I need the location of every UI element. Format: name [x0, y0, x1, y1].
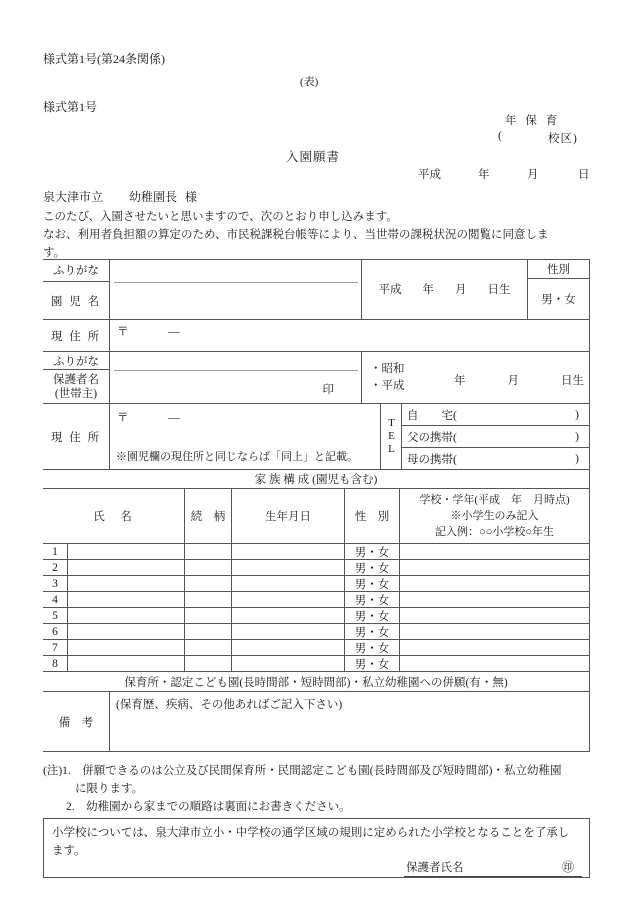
- guardian-birth-day: 日生: [561, 375, 584, 387]
- consent-line-1: 小学校については、泉大津市立小・中学校の通学区域の規則に定められた小学校となることを了承し: [52, 827, 570, 839]
- family-relation-cell[interactable]: [185, 624, 232, 640]
- front-side-marker: (表): [300, 76, 319, 88]
- family-gender-cell[interactable]: [345, 640, 400, 656]
- family-header-school: [400, 489, 590, 544]
- child-name-input[interactable]: [110, 259, 362, 320]
- intro-line-1: このたび、入園させたいと思いますので、次のとおり申し込みます。: [43, 211, 398, 223]
- family-name-cell[interactable]: [68, 576, 185, 592]
- family-birthdate-cell[interactable]: [232, 560, 345, 576]
- guardian-seal-mark: 印: [322, 384, 334, 396]
- guardian-furigana-label-text: ふりがな: [53, 355, 99, 368]
- family-header-birthdate-text: 生年月日: [265, 511, 311, 523]
- family-name-cell[interactable]: [68, 656, 185, 672]
- guardian-furigana-label: [43, 352, 110, 370]
- consent-signature-line[interactable]: [404, 876, 582, 877]
- guardian-era-heisei: ・平成: [370, 379, 405, 392]
- family-birthdate-cell[interactable]: [232, 624, 345, 640]
- intro-line-3: す。: [43, 247, 66, 259]
- form-number: 様式第1号: [43, 100, 98, 114]
- family-gender-cell-text: 男・女: [354, 578, 390, 591]
- child-furigana-label: [43, 259, 110, 282]
- family-gender-cell-text: 男・女: [354, 658, 390, 671]
- family-row-number: [43, 640, 68, 656]
- child-address-label-text: 現 住 所: [50, 330, 102, 343]
- family-row-number: [43, 624, 68, 640]
- addressee: [43, 188, 197, 205]
- consent-signature-label: 保護者氏名: [406, 862, 464, 874]
- family-gender-cell[interactable]: [345, 608, 400, 624]
- family-row-number: [43, 560, 68, 576]
- family-row-number-text: 8: [52, 657, 58, 670]
- addressee-honorific: 様: [185, 190, 198, 204]
- guardian-address-note: ※園児欄の現住所と同じならば「同上」と記載。: [116, 451, 358, 463]
- consent-box: [43, 818, 590, 878]
- family-birthdate-cell[interactable]: [232, 656, 345, 672]
- family-school-cell[interactable]: [400, 656, 590, 672]
- family-row-number-text: 1: [52, 545, 58, 558]
- guardian-era-showa: ・昭和: [370, 363, 405, 375]
- guardian-name-label-text: 保護者名: [53, 374, 99, 386]
- family-name-cell[interactable]: [68, 624, 185, 640]
- family-school-cell[interactable]: [400, 592, 590, 608]
- child-postal-dash: —: [168, 326, 180, 338]
- school-zone-label: 校区): [548, 133, 578, 145]
- tel-home-row[interactable]: [402, 404, 590, 426]
- family-row-number: [43, 544, 68, 560]
- child-gender-label-text: 性別: [547, 263, 570, 276]
- intro-line-2: なお、利用者負担額の算定のため、市民税課税台帳等により、当世帯の課税状況の閲覧に同意しま: [43, 229, 549, 241]
- family-birthdate-cell[interactable]: [232, 640, 345, 656]
- family-header-birthdate: [232, 489, 345, 544]
- note-1-line-2: に限ります。: [75, 783, 144, 795]
- family-birthdate-cell[interactable]: [232, 592, 345, 608]
- tel-mother-paren-close: ): [575, 452, 579, 465]
- family-header-gender: [345, 489, 400, 544]
- guardian-birth-month: 月: [507, 375, 519, 387]
- child-address-input[interactable]: [110, 320, 590, 352]
- family-name-cell[interactable]: [68, 592, 185, 608]
- remarks-input[interactable]: [110, 692, 590, 752]
- family-composition-title-text: 家 族 構 成 (園児も含む): [254, 474, 378, 486]
- tel-mother-mobile-row[interactable]: [402, 448, 590, 470]
- submission-date-day: 日: [578, 169, 590, 181]
- family-row-number: [43, 592, 68, 608]
- family-name-cell[interactable]: [68, 608, 185, 624]
- tel-father-mobile-row[interactable]: [402, 426, 590, 448]
- consent-seal-icon: ㊞: [562, 860, 575, 874]
- submission-date-year: 年: [478, 169, 490, 181]
- guardian-birthdate-cell[interactable]: [362, 352, 590, 404]
- form-number-with-article: 様式第1号(第24条関係): [43, 52, 165, 66]
- family-header-school-line1: 学校・学年(平成 年 月時点): [419, 494, 570, 506]
- family-relation-cell[interactable]: [185, 560, 232, 576]
- remarks-label: [43, 692, 110, 752]
- family-header-relation-text: 続 柄: [190, 511, 226, 523]
- dual-application-row[interactable]: [43, 672, 590, 692]
- child-birth-year: 年: [422, 284, 434, 296]
- family-row-number: [43, 576, 68, 592]
- family-birthdate-cell[interactable]: [232, 608, 345, 624]
- year-nursery-label: 年 保 育: [505, 115, 561, 127]
- family-gender-cell[interactable]: [345, 544, 400, 560]
- family-composition-title: [43, 470, 590, 489]
- family-gender-cell-text: 男・女: [354, 626, 390, 639]
- remarks-hint: (保育歴、疾病、その他あればご記入下さい): [116, 699, 343, 711]
- tel-home-paren-close: ): [575, 408, 579, 421]
- tel-father-mobile-label: 父の携帯(: [407, 431, 457, 444]
- family-row-number-text: 4: [52, 593, 58, 606]
- tel-father-paren-close: ): [575, 430, 579, 443]
- family-school-cell[interactable]: [400, 608, 590, 624]
- family-school-cell[interactable]: [400, 640, 590, 656]
- family-gender-cell-text: 男・女: [354, 562, 390, 575]
- family-row-number-text: 2: [52, 561, 58, 574]
- family-gender-cell-text: 男・女: [354, 642, 390, 655]
- child-name-label: [43, 282, 110, 320]
- tel-label-text: TEL: [385, 417, 398, 456]
- family-school-cell[interactable]: [400, 576, 590, 592]
- family-relation-cell[interactable]: [185, 608, 232, 624]
- family-gender-cell-text: 男・女: [354, 610, 390, 623]
- family-relation-cell[interactable]: [185, 544, 232, 560]
- family-header-gender-text: 性 別: [354, 511, 390, 523]
- guardian-address-label: [43, 404, 110, 470]
- child-name-label-text: 園 児 名: [50, 295, 102, 308]
- guardian-name-sublabel: (世帯主): [54, 388, 98, 401]
- child-birth-month: 月: [455, 284, 467, 296]
- guardian-birth-year: 年: [454, 375, 466, 387]
- child-birth-day: 日生: [487, 284, 511, 296]
- submission-date-month: 月: [527, 169, 539, 181]
- family-name-cell[interactable]: [68, 544, 185, 560]
- guardian-postal-mark: 〒: [117, 412, 129, 424]
- family-name-cell[interactable]: [68, 640, 185, 656]
- family-row-number-text: 3: [52, 577, 58, 590]
- note-1-line-1: (注)1. 併願できるのは公立及び民間保育所・民間認定こども園(長時間部及び短時間部)・私立幼稚園: [43, 765, 562, 777]
- consent-line-2: ます。: [52, 845, 86, 857]
- guardian-address-input[interactable]: [110, 404, 381, 470]
- family-row-number-text: 7: [52, 641, 58, 654]
- family-header-school-line3: 記入例：○○小学校○年生: [435, 525, 554, 538]
- child-gender-label: [528, 259, 590, 279]
- family-birthdate-cell[interactable]: [232, 576, 345, 592]
- tel-label-cell: [381, 404, 402, 470]
- family-name-cell[interactable]: [68, 560, 185, 576]
- family-school-cell[interactable]: [400, 544, 590, 560]
- guardian-postal-dash: —: [168, 412, 180, 424]
- family-gender-cell-text: 男・女: [354, 594, 390, 607]
- dual-application-text: 保育所・認定こども園(長時間部・短時間部)・私立幼稚園への併願(有・無): [124, 676, 508, 689]
- family-relation-cell[interactable]: [185, 656, 232, 672]
- family-gender-cell-text: 男・女: [354, 546, 390, 559]
- family-school-cell[interactable]: [400, 560, 590, 576]
- addressee-city: 泉大津市立: [43, 190, 104, 204]
- family-gender-cell[interactable]: [345, 624, 400, 640]
- child-postal-mark: 〒: [117, 326, 129, 338]
- family-row-number: [43, 608, 68, 624]
- family-header-school-line2: ※小学生のみ記入: [450, 509, 539, 522]
- family-header-name-text: 氏 名: [93, 511, 134, 523]
- family-relation-cell[interactable]: [185, 592, 232, 608]
- family-gender-cell[interactable]: [345, 592, 400, 608]
- family-birthdate-cell[interactable]: [232, 544, 345, 560]
- family-relation-cell[interactable]: [185, 576, 232, 592]
- tel-mother-mobile-label: 母の携帯(: [407, 453, 457, 466]
- child-birth-era: 平成: [378, 284, 402, 296]
- tel-home-label: 自 宅(: [407, 409, 457, 422]
- family-school-cell[interactable]: [400, 624, 590, 640]
- guardian-address-label-text: 現 住 所: [50, 431, 102, 444]
- family-gender-cell[interactable]: [345, 656, 400, 672]
- family-header-relation: [185, 489, 232, 544]
- family-relation-cell[interactable]: [185, 640, 232, 656]
- family-gender-cell[interactable]: [345, 560, 400, 576]
- family-header-name: [43, 489, 185, 544]
- school-zone-paren-open: (: [498, 130, 502, 142]
- page-title: 入園願書: [286, 150, 341, 164]
- guardian-name-input[interactable]: [110, 352, 362, 404]
- note-2: 2. 幼稚園から家までの順路は裏面にお書きください。: [66, 801, 351, 813]
- family-row-number: [43, 656, 68, 672]
- family-row-number-text: 5: [52, 609, 58, 622]
- submission-date-era: 平成: [418, 169, 441, 181]
- addressee-office: 幼稚園長: [129, 190, 178, 204]
- remarks-label-text: 備 考: [58, 716, 94, 729]
- child-address-label: [43, 320, 110, 352]
- child-gender-value[interactable]: [528, 279, 590, 320]
- child-furigana-label-text: ふりがな: [53, 265, 99, 277]
- guardian-name-label: [43, 370, 110, 404]
- child-gender-value-text: 男・女: [541, 294, 576, 306]
- family-row-number-text: 6: [52, 625, 58, 638]
- family-gender-cell[interactable]: [345, 576, 400, 592]
- child-birthdate-cell[interactable]: [362, 259, 528, 320]
